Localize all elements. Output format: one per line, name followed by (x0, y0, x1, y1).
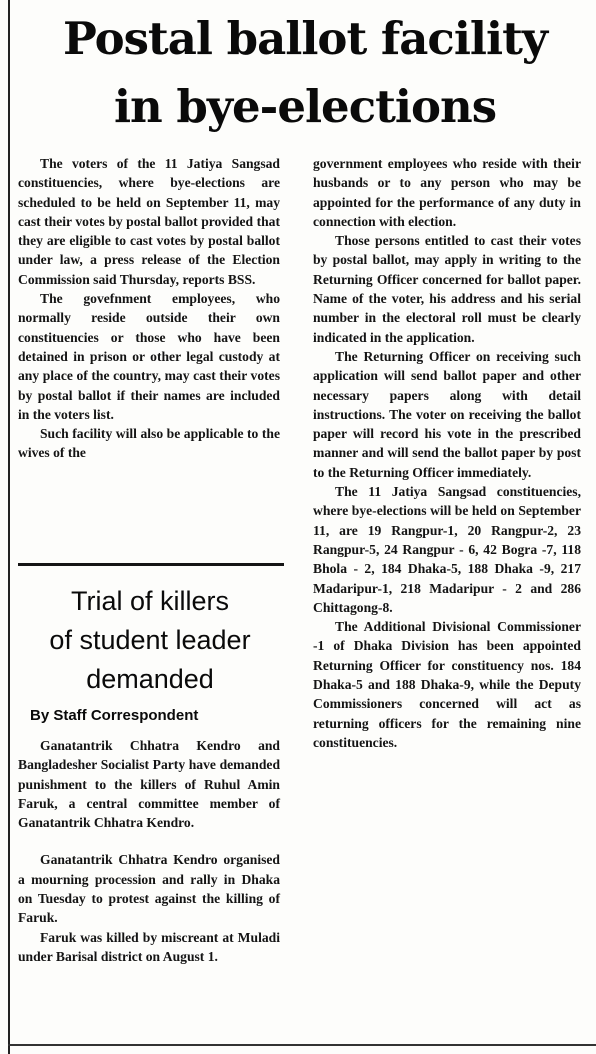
main-story-paragraph: The 11 Jatiya Sangsad constituencies, where bye-elections will be held on September 11, are 19 Rangpur-1, 20 Rangpur-2, 23 Rangpur-5, 24 Rangpur - 6, 42 Bogra -7, 118 Bhola - 2, 184 Dhaka-5, 188 Dhaka -9, 217 Madaripur-1, 218 Madaripur - 2 and 286 Chittagong-8. (313, 484, 581, 615)
second-story-column (18, 736, 280, 966)
second-story-paragraph: Faruk was killed by miscreant at Muladi under Barisal district on August 1. (18, 929, 280, 964)
story-divider (18, 563, 284, 566)
main-story-paragraph: government employees who reside with their husbands or to any person who may be appointed for the performance of any duty in connection with election. (313, 156, 581, 229)
second-headline-line: demanded (86, 664, 214, 694)
clipping-left-edge (8, 0, 10, 1054)
second-headline-line: of student leader (49, 625, 251, 655)
main-story-left-column (18, 154, 280, 463)
main-story-right-column (313, 154, 581, 752)
clipping-bottom-edge (8, 1044, 596, 1046)
second-story-headline (18, 582, 282, 699)
main-story-paragraph: The Returning Officer on receiving such application will send ballot paper and other necessary papers along with detail instructions. The voter on receiving the ballot paper will record his vote in the prescribed manner and will send the ballot paper by post to the Returning Officer immediately. (313, 348, 581, 480)
second-story-paragraph: Ganatantrik Chhatra Kendro and Bangladesher Socialist Party have demanded punishment to the killers of Ruhul Amin Faruk, a central committee member of Ganatantrik Chhatra Kendro. (18, 738, 280, 831)
main-story-paragraph: Such facility will also be applicable to the wives of the (18, 426, 280, 461)
main-story-paragraph: The Additional Divisional Commissioner -1 of Dhaka Division has been appointed Returning Officer for constituency nos. 184 Dhaka-5 and 188 Dhaka-9, while the Deputy Commissioners concerned will act as returning officers for the remaining nine constituencies. (313, 619, 581, 750)
main-story-paragraph: The voters of the 11 Jatiya Sangsad constituencies, where bye-elections are scheduled to be held on September 11, may cast their votes by postal ballot provided that they are eligible to cast votes by postal ballot under law, a press release of the Election Commission said Thursday, reports BSS. (18, 156, 280, 287)
main-story-paragraph: The govefnment employees, who normally reside outside their own constituencies or those who have been detained in prison or other legal custody at any place of the country, may cast their votes by postal ballot if their names are included in the voters list. (18, 291, 280, 422)
byline: By Staff Correspondent (30, 707, 199, 724)
main-headline-line-1: Postal ballot facility (62, 12, 548, 65)
second-headline-line: Trial of killers (70, 586, 230, 616)
second-story-paragraph: Ganatantrik Chhatra Kendro organised a mourning procession and rally in Dhaka on Tuesday to protest against the killing of Faruk. (18, 852, 280, 926)
main-story-paragraph: Those persons entitled to cast their votes by postal ballot, may apply in writing to the Returning Officer concerned for ballot paper. Name of the voter, his address and his serial number in the electoral roll must be clearly indicated in the application. (313, 233, 581, 345)
main-headline-line-2: in bye-elections (113, 80, 497, 133)
